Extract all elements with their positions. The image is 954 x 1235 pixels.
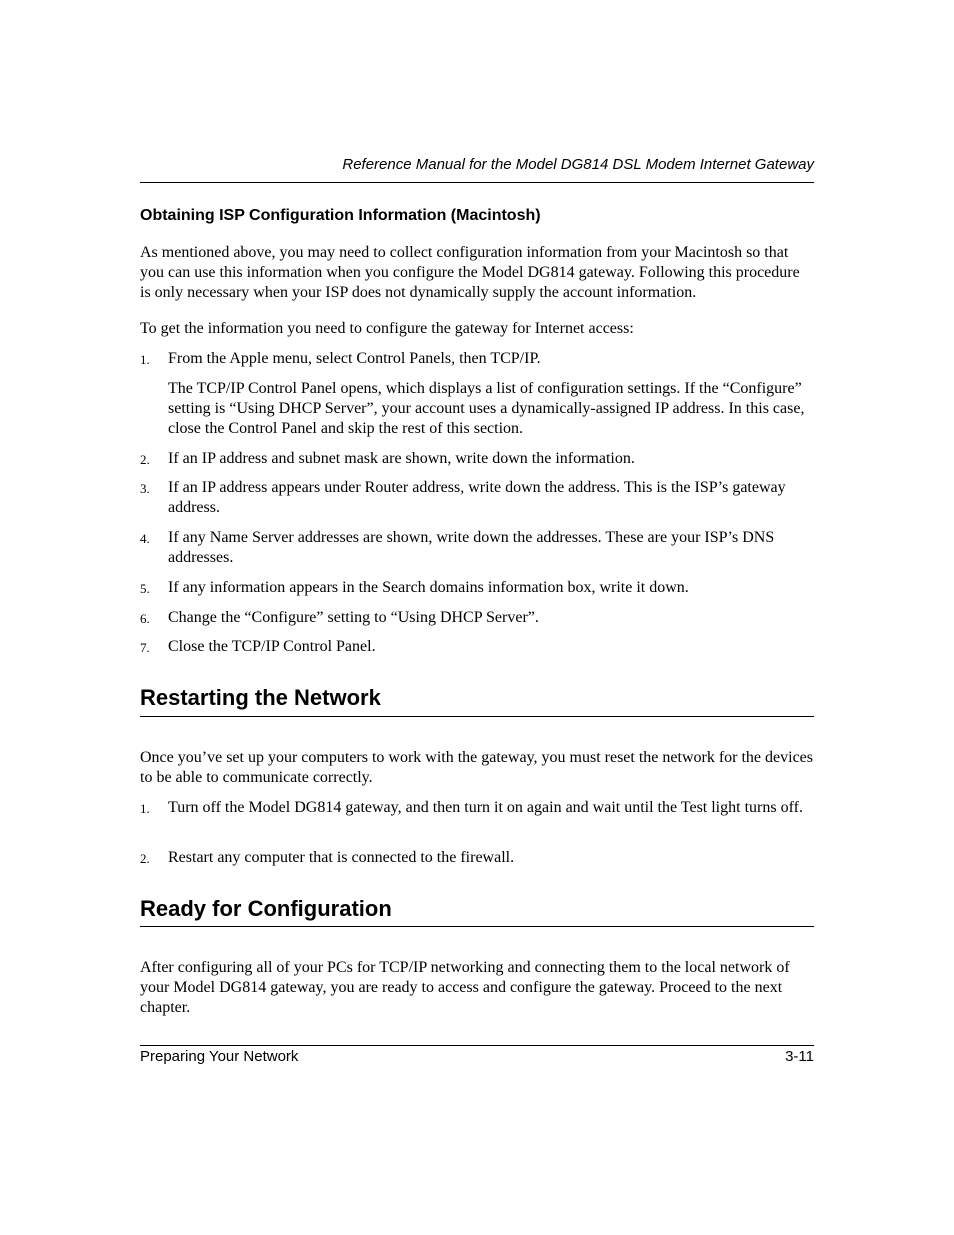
ready-body-paragraph: After configuring all of your PCs for TCP/IP networking and connecting them to the local network of your Model DG814 gateway, you are ready to access and configure the gateway. Proceed to the next chapter.: [140, 959, 790, 1016]
isp-intro-paragraph: As mentioned above, you may need to collect configuration information from your Macintosh so that you can use this information when you configure the Model DG814 gateway. Following this procedure is only necessary when your ISP does not dynamically supply the account information.: [140, 244, 800, 301]
step-number: 4.: [140, 531, 150, 546]
step-text: Restart any computer that is connected to the firewall.: [168, 849, 515, 866]
step-text: Close the TCP/IP Control Panel.: [168, 638, 376, 655]
step-number: 6.: [140, 611, 150, 626]
step-number: 2.: [140, 851, 150, 866]
step-number: 7.: [140, 640, 150, 655]
step-number: 1.: [140, 801, 150, 816]
ready-section-rule: [140, 926, 814, 927]
step-text: If any Name Server addresses are shown, write down the addresses. These are your ISP’s DNS addresses.: [168, 529, 775, 566]
footer-chapter-title: Preparing Your Network: [140, 1048, 299, 1065]
footer-page-number: 3-11: [785, 1048, 814, 1065]
step-number: 1.: [140, 352, 150, 367]
step-text: If an IP address and subnet mask are shown, write down the information.: [168, 450, 635, 467]
step-number: 2.: [140, 452, 150, 467]
restart-section-rule: [140, 716, 814, 717]
isp-section-title: Obtaining ISP Configuration Information (Macintosh): [140, 207, 541, 224]
step-text: If any information appears in the Search domains information box, write it down.: [168, 579, 689, 596]
footer-rule: [140, 1045, 814, 1046]
step-number: 5.: [140, 581, 150, 596]
step-text: Turn off the Model DG814 gateway, and then turn it on again and wait until the Test light turns off.: [168, 799, 803, 816]
running-header: Reference Manual for the Model DG814 DSL Modem Internet Gateway: [342, 156, 814, 173]
header-rule: [140, 182, 814, 183]
isp-step-1-note: The TCP/IP Control Panel opens, which displays a list of configuration settings. If the “Configure” setting is “Using DHCP Server”, your account uses a dynamically-assigned IP address. In this case, close the Control Panel and skip the rest of this section.: [168, 380, 805, 437]
restart-intro-paragraph: Once you’ve set up your computers to work with the gateway, you must reset the network for the devices to be able to communicate correctly.: [140, 749, 813, 786]
step-text: Change the “Configure” setting to “Using DHCP Server”.: [168, 609, 539, 626]
isp-lead-in: To get the information you need to configure the gateway for Internet access:: [140, 320, 634, 337]
restart-section-title: Restarting the Network: [140, 685, 381, 710]
ready-section-title: Ready for Configuration: [140, 896, 392, 921]
step-number: 3.: [140, 481, 150, 496]
step-text: From the Apple menu, select Control Panels, then TCP/IP.: [168, 350, 541, 367]
step-text: If an IP address appears under Router address, write down the address. This is the ISP’s gateway address.: [168, 479, 786, 516]
